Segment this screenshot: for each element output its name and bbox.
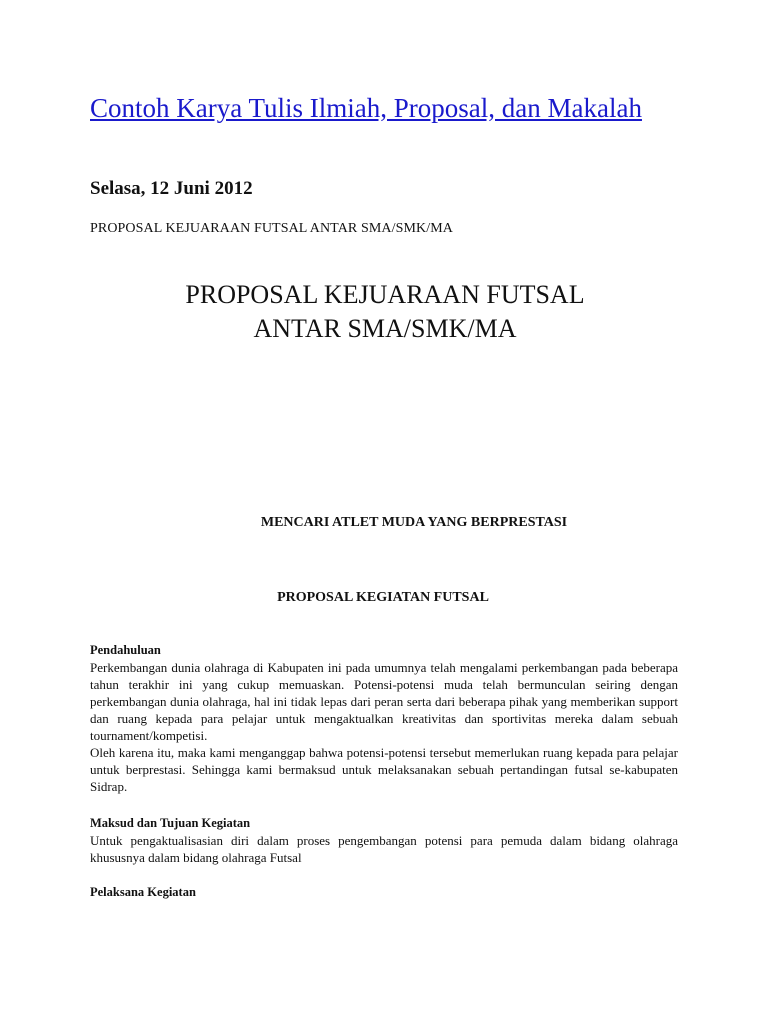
section-pelaksana [90, 884, 678, 901]
post-subtitle: PROPOSAL KEJUARAAN FUTSAL ANTAR SMA/SMK/MA [90, 221, 453, 236]
section-body-maksud-tujuan [90, 832, 678, 866]
section-maksud-tujuan [90, 815, 678, 866]
paragraph: Untuk pengaktualisasian diri dalam proses pengembangan potensi para pemuda dalam bidang olahraga khususnya dalam bidang olahraga Futsal [90, 833, 678, 865]
section-title-pendahuluan: Pendahuluan [90, 643, 161, 657]
section-pendahuluan [90, 642, 678, 795]
main-heading-line-2: ANTAR SMA/SMK/MA [253, 314, 517, 343]
main-heading [90, 278, 680, 346]
proposal-heading: PROPOSAL KEGIATAN FUTSAL [277, 590, 489, 605]
blog-title [90, 92, 690, 125]
motto-heading: MENCARI ATLET MUDA YANG BERPRESTASI [260, 515, 568, 530]
section-title-maksud-tujuan: Maksud dan Tujuan Kegiatan [90, 816, 251, 830]
paragraph: Perkembangan dunia olahraga di Kabupaten ini pada umumnya telah mengalami perkembangan pada beberapa tahun terakhir ini yang cukup memuaskan. Potensi-potensi muda telah bermunculan seiring dengan perkembangan dunia olahraga, hal ini tidak lepas dari peran serta dari beberapa pihak yang memberikan support dan ruang kepada para pelajar untuk mengaktualkan kreativitas dan sportivitas mereka dalam sebuah tournament/kompetisi. [90, 660, 678, 743]
main-heading-line-1: PROPOSAL KEJUARAAN FUTSAL [185, 280, 585, 309]
section-body-pendahuluan [90, 659, 678, 795]
section-title-pelaksana: Pelaksana Kegiatan [90, 885, 196, 899]
paragraph: Oleh karena itu, maka kami menganggap bahwa potensi-potensi tersebut memerlukan ruang kepada para pelajar untuk berprestasi. Sehingga kami bermaksud untuk melaksanakan sebuah pertandingan futsal se-kabupaten Sidrap. [90, 745, 678, 794]
blog-title-link[interactable]: Contoh Karya Tulis Ilmiah, Proposal, dan Makalah [90, 93, 642, 123]
post-date: Selasa, 12 Juni 2012 [90, 178, 253, 199]
